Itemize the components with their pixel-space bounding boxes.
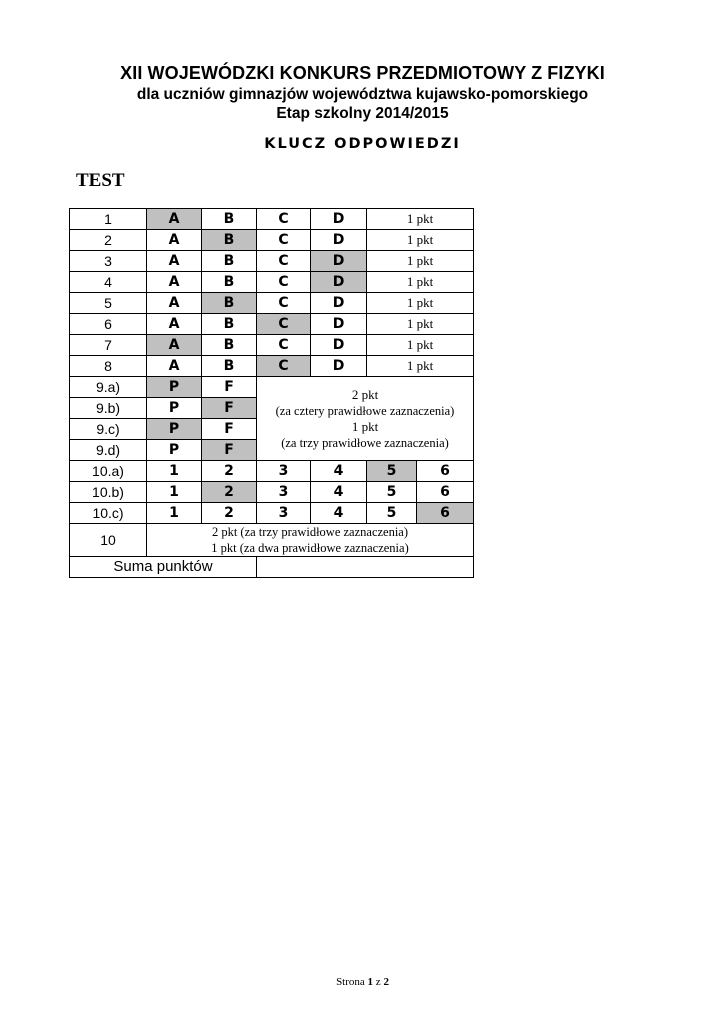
answer-option: B (202, 251, 257, 272)
question-number: 8 (70, 356, 147, 377)
answer-option: A (147, 356, 202, 377)
answer-option: B (202, 272, 257, 293)
answer-option: P (147, 398, 202, 419)
answer-key-table (69, 208, 474, 578)
question-number: 9.b) (70, 398, 147, 419)
points-value: 1 pkt (367, 356, 474, 377)
table-row (70, 377, 474, 398)
table-row (70, 356, 474, 377)
table-row (70, 503, 474, 524)
correct-answer-option: B (202, 230, 257, 251)
answer-option: F (202, 419, 257, 440)
table-row (70, 314, 474, 335)
table-row (70, 524, 474, 557)
answer-option: 4 (311, 482, 367, 503)
footer-prefix: Strona (336, 976, 365, 988)
answer-option: 3 (257, 482, 311, 503)
answer-option: F (202, 377, 257, 398)
footer-total: 2 (383, 976, 389, 988)
scoring-line: (za cztery prawidłowe zaznaczenia) (275, 403, 455, 418)
page-footer (0, 976, 725, 988)
answer-option: 3 (257, 503, 311, 524)
answer-option: 2 (202, 503, 257, 524)
points-value: 1 pkt (367, 293, 474, 314)
points-value: 1 pkt (367, 314, 474, 335)
sum-value-cell (257, 557, 474, 578)
correct-answer-option: P (147, 419, 202, 440)
scoring-line: 1 pkt (za dwa prawidłowe zaznaczenia) (211, 541, 409, 555)
scoring-line: 1 pkt (351, 418, 379, 434)
answer-option: C (257, 230, 311, 251)
question-number: 10.b) (70, 482, 147, 503)
contest-title: XII WOJEWÓDZKI KONKURS PRZEDMIOTOWY Z FIZYKI (120, 63, 605, 83)
table-row (70, 230, 474, 251)
points-value: 1 pkt (367, 251, 474, 272)
answer-option: 2 (202, 461, 257, 482)
table-row (70, 293, 474, 314)
correct-answer-option: P (147, 377, 202, 398)
table-row (70, 251, 474, 272)
table-row (70, 272, 474, 293)
answer-option: B (202, 314, 257, 335)
answer-option: D (311, 293, 367, 314)
question-number: 9.c) (70, 419, 147, 440)
footer-sep: z (375, 976, 381, 988)
question-number: 10 (70, 524, 147, 557)
question-number: 6 (70, 314, 147, 335)
question-number: 10.c) (70, 503, 147, 524)
table-row (70, 557, 474, 578)
question-number: 10.a) (70, 461, 147, 482)
correct-answer-option: 2 (202, 482, 257, 503)
points-value: 1 pkt (367, 230, 474, 251)
sum-label: Suma punktów (70, 557, 257, 578)
answer-option: B (202, 209, 257, 230)
scoring-line: 2 pkt (351, 386, 379, 402)
question-number: 3 (70, 251, 147, 272)
question-number: 7 (70, 335, 147, 356)
footer-page: 1 (367, 976, 374, 988)
question-number: 2 (70, 230, 147, 251)
answer-option: B (202, 335, 257, 356)
answer-option: D (311, 314, 367, 335)
correct-answer-option: A (147, 335, 202, 356)
answer-option: 1 (147, 461, 202, 482)
answer-option: 4 (311, 503, 367, 524)
answer-option: D (311, 230, 367, 251)
answer-option: B (202, 356, 257, 377)
answer-option: D (311, 335, 367, 356)
scoring-line: (za trzy prawidłowe zaznaczenia) (281, 435, 449, 450)
answer-option: 6 (417, 482, 474, 503)
answer-option: A (147, 314, 202, 335)
answer-option: D (311, 356, 367, 377)
correct-answer-option: B (202, 293, 257, 314)
correct-answer-option: 6 (417, 503, 474, 524)
question-number: 1 (70, 209, 147, 230)
correct-answer-option: F (202, 440, 257, 461)
contest-stage: Etap szkolny 2014/2015 (276, 105, 449, 122)
question-number: 5 (70, 293, 147, 314)
answer-key-title: KLUCZ ODPOWIEDZI (264, 136, 461, 152)
answer-option: 3 (257, 461, 311, 482)
answer-option: C (257, 272, 311, 293)
answer-option: C (257, 293, 311, 314)
question-number: 9.a) (70, 377, 147, 398)
correct-answer-option: F (202, 398, 257, 419)
correct-answer-option: D (311, 272, 367, 293)
answer-option: A (147, 293, 202, 314)
answer-option: C (257, 209, 311, 230)
correct-answer-option: D (311, 251, 367, 272)
correct-answer-option: A (147, 209, 202, 230)
answer-option: C (257, 251, 311, 272)
answer-option: C (257, 335, 311, 356)
scoring-line: 2 pkt (za trzy prawidłowe zaznaczenia) (211, 525, 409, 539)
question-number: 9.d) (70, 440, 147, 461)
points-value: 1 pkt (367, 335, 474, 356)
answer-option: 4 (311, 461, 367, 482)
answer-option: A (147, 272, 202, 293)
answer-option: D (311, 209, 367, 230)
correct-answer-option: 5 (367, 461, 417, 482)
answer-option: 6 (417, 461, 474, 482)
points-value: 1 pkt (367, 209, 474, 230)
question-number: 4 (70, 272, 147, 293)
q9-scoring-note (257, 377, 474, 461)
table-row (70, 209, 474, 230)
table-row (70, 482, 474, 503)
correct-answer-option: C (257, 356, 311, 377)
section-title: TEST (76, 170, 125, 191)
correct-answer-option: C (257, 314, 311, 335)
q10-scoring-note (147, 524, 474, 557)
answer-option: A (147, 230, 202, 251)
answer-option: 1 (147, 482, 202, 503)
points-value: 1 pkt (367, 272, 474, 293)
contest-subtitle: dla uczniów gimnazjów województwa kujawsko-pomorskiego (136, 86, 589, 103)
answer-option: A (147, 251, 202, 272)
table-row (70, 335, 474, 356)
answer-option: 1 (147, 503, 202, 524)
answer-option: 5 (367, 482, 417, 503)
table-row (70, 461, 474, 482)
answer-option: P (147, 440, 202, 461)
answer-option: 5 (367, 503, 417, 524)
